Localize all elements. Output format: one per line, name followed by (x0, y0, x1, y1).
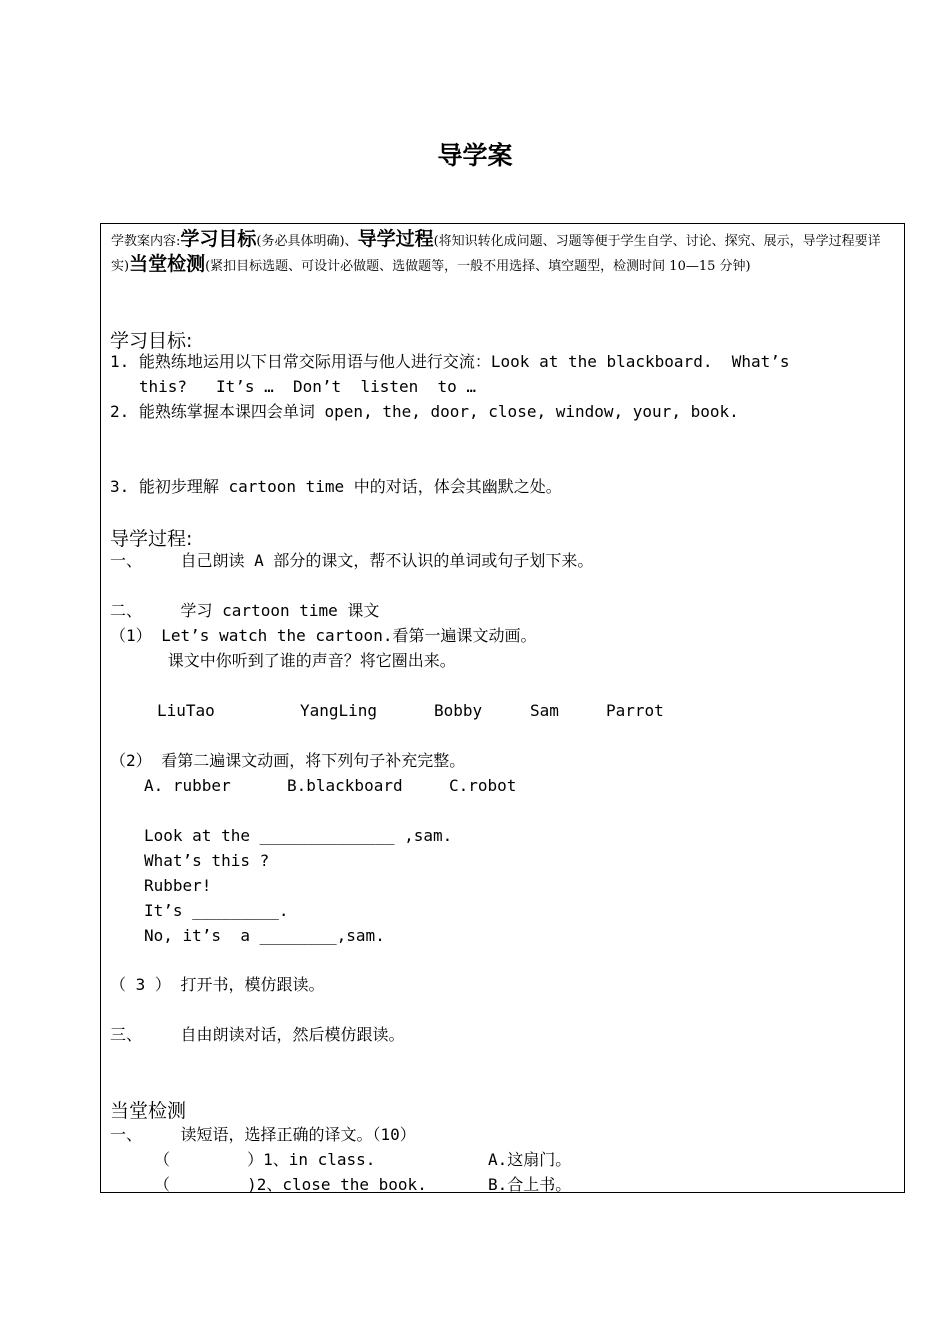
intro-note-test: (紧扣目标选题、可设计必做题、选做题等，一般不用选择、填空题型，检测时间 10—15 分钟) (205, 259, 751, 274)
goal-3: 3. 能初步理解 cartoon time 中的对话，体会其幽默之处。 (110, 477, 562, 496)
name-sam: Sam (530, 701, 559, 720)
intro-paragraph (111, 228, 896, 278)
dialog-line-5: No, it’s a ________,sam. (144, 926, 385, 945)
option-b: B.blackboard (287, 776, 403, 795)
name-parrot: Parrot (606, 701, 664, 720)
test-row-2-left: （ )2、close the book. (154, 1175, 427, 1194)
intro-prefix: 学教案内容: (111, 234, 181, 249)
option-c: C.robot (449, 776, 517, 795)
intro-heading-test: 当堂检测 (129, 253, 206, 275)
question-3: （ 3 ） 打开书，模仿跟读。 (110, 975, 325, 994)
option-a: A. rubber (144, 776, 231, 795)
test-row-1-right: A.这扇门。 (488, 1150, 572, 1169)
test-section-1: 一、 读短语，选择正确的译文。（10） (110, 1125, 416, 1144)
process-step-3: 三、 自由朗读对话，然后模仿跟读。 (110, 1025, 405, 1044)
goal-1-line-1: 1. 能熟练地运用以下日常交际用语与他人进行交流：Look at the blackboard. What’s (110, 352, 790, 371)
intro-note-goals: (务必具体明确)、 (256, 234, 358, 249)
question-1-instruction: 课文中你听到了谁的声音？将它圈出来。 (110, 651, 456, 670)
process-step-2: 二、 学习 cartoon time 课文 (110, 601, 380, 620)
intro-heading-process: 导学过程 (357, 228, 434, 250)
goal-1-line-2: this? It’s … Don’t listen to … (110, 377, 477, 396)
name-liutao: LiuTao (157, 701, 215, 720)
test-row-1-left: （ ）1、in class. (154, 1150, 376, 1169)
dialog-line-1: Look at the ______________ ,sam. (144, 826, 453, 845)
dialog-line-2: What’s this ? (144, 851, 270, 870)
question-2: （2） 看第二遍课文动画，将下列句子补充完整。 (110, 751, 466, 770)
page-title: 导学案 (437, 141, 513, 170)
test-row-2-right: B.合上书。 (488, 1175, 572, 1194)
name-bobby: Bobby (434, 701, 483, 720)
goal-2: 2. 能熟练掌握本课四会单词 open, the, door, close, window, your, book. (110, 402, 739, 421)
goals-heading: 学习目标: (110, 330, 193, 352)
test-heading: 当堂检测 (110, 1100, 187, 1122)
dialog-line-4: It’s _________. (144, 901, 289, 920)
process-heading: 导学过程: (110, 528, 193, 550)
question-1: （1） Let’s watch the cartoon.看第一遍课文动画。 (110, 626, 537, 645)
intro-heading-goals: 学习目标 (180, 228, 257, 250)
process-step-1: 一、 自己朗读 A 部分的课文，帮不认识的单词或句子划下来。 (110, 551, 594, 570)
name-yangling: YangLing (300, 701, 378, 720)
dialog-line-3: Rubber! (144, 876, 212, 895)
content-box (100, 223, 905, 1193)
intro-note-process: (将知识转化成问题、习题等便于学生自学、讨论、探究、展示，导学过程要详实) (111, 234, 881, 274)
